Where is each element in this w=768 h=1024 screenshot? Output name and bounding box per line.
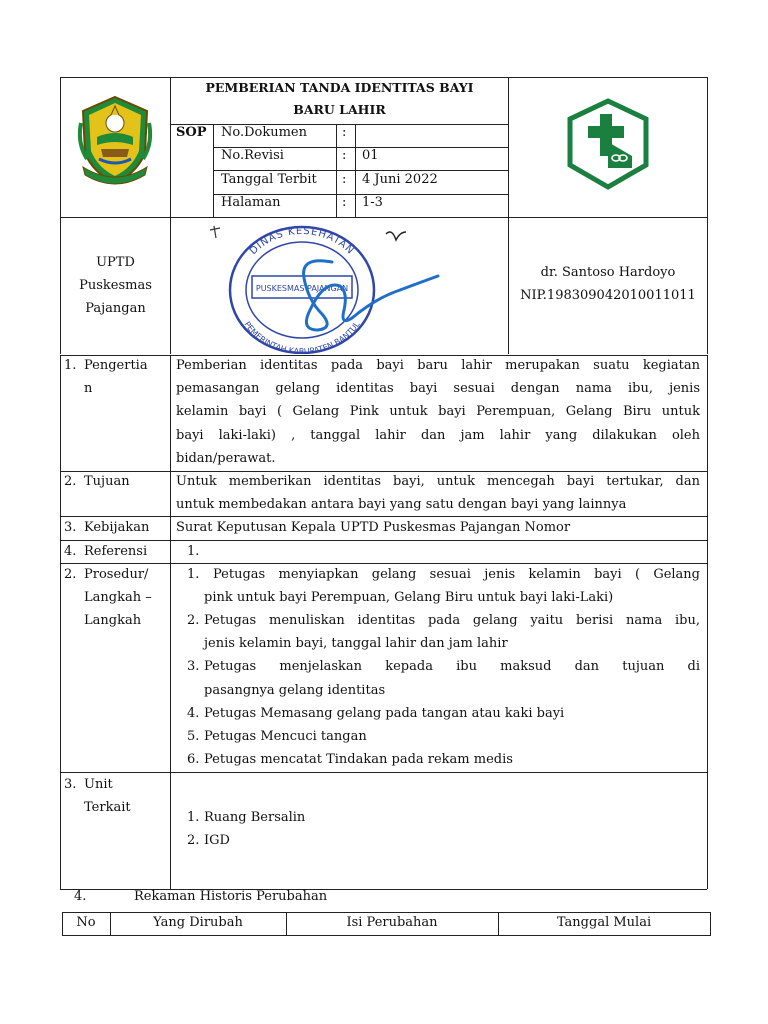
kebijakan-text: Surat Keputusan Kepala UPTD Puskesmas Pajangan Nomor xyxy=(176,520,571,535)
section-label-referensi: Referensi xyxy=(84,544,148,559)
step-text xyxy=(204,609,700,632)
text-line: Pemberian identitas pada bayi baru lahir merupakan suatu kegiatan xyxy=(176,358,700,373)
step-text xyxy=(213,563,700,586)
step-number: 3. xyxy=(187,659,200,674)
official-stamp-icon xyxy=(200,218,460,354)
sop-label: SOP xyxy=(176,125,207,140)
field-sep: : xyxy=(342,195,347,210)
text-line: Untuk memberikan identitas bayi, untuk mencegah bayi tertukar, dan xyxy=(176,474,700,489)
pengertian-text xyxy=(176,354,700,470)
field-value-halaman: 1-3 xyxy=(362,195,383,210)
section-number: 3. xyxy=(64,777,77,792)
step-text: Petugas Mencuci tangan xyxy=(204,729,367,744)
history-col-tanggal-mulai: Tanggal Mulai xyxy=(556,915,652,930)
field-label-tanggal-terbit: Tanggal Terbit xyxy=(221,172,317,187)
text-line: Petugas menjelaskan kepada ibu maksud dan tujuan di xyxy=(204,659,700,674)
step-text xyxy=(204,655,700,678)
unit-item-number: 1. xyxy=(187,810,200,825)
section-label-unit-cont: Terkait xyxy=(84,800,131,815)
step-text: Petugas mencatat Tindakan pada rekam medis xyxy=(204,752,513,767)
step-text: Petugas Memasang gelang pada tangan atau kaki bayi xyxy=(204,706,565,721)
step-text-cont: jenis kelamin bayi, tanggal lahir dan jam lahir xyxy=(204,636,508,651)
field-label-halaman: Halaman xyxy=(221,195,281,210)
section-label-pengertian-cont: n xyxy=(84,381,93,396)
section-label-unit: Unit xyxy=(84,777,113,792)
text-line: untuk membedakan antara bayi yang satu dengan bayi yang lainnya xyxy=(176,497,627,513)
step-number: 4. xyxy=(187,706,200,721)
stamp-outer-bottom: PEMERINTAH KABUPATEN BANTUL xyxy=(242,319,362,354)
step-text-cont: pasangnya gelang identitas xyxy=(204,683,386,698)
document-title-line1: PEMBERIAN TANDA IDENTITAS BAYI xyxy=(205,80,474,95)
history-col-isi-perubahan: Isi Perubahan xyxy=(346,915,438,930)
text-line: pemasangan gelang identitas bayi sesuai dengan nama ibu, jenis xyxy=(176,381,700,397)
field-sep: : xyxy=(342,148,347,163)
tujuan-text xyxy=(176,470,700,516)
section-label-tujuan: Tujuan xyxy=(84,474,130,489)
section-label-pengertian: Pengertia xyxy=(84,358,148,373)
text-line: kelamin bayi ( Gelang Pink untuk bayi Perempuan, Gelang Biru untuk xyxy=(176,404,700,420)
text-line: bidan/perawat. xyxy=(176,450,276,466)
text-line: Petugas menuliskan identitas pada gelang yaitu berisi nama ibu, xyxy=(204,613,700,628)
step-number: 6. xyxy=(187,752,200,767)
section-number: 1. xyxy=(64,358,77,373)
step-number: 2. xyxy=(187,613,200,628)
org-line3: Pajangan xyxy=(85,301,146,316)
history-col-yang-dirubah: Yang Dirubah xyxy=(153,915,243,930)
section-label-kebijakan: Kebijakan xyxy=(84,520,150,535)
section-number: 4. xyxy=(64,544,77,559)
text-line: bayi laki-laki) , tanggal lahir dan jam lahir yang dilakukan oleh xyxy=(176,427,700,443)
text-line: Petugas menyiapkan gelang sesuai jenis kelamin bayi ( Gelang xyxy=(213,567,700,582)
stamp-outer-top: DINAS KESEHATAN xyxy=(247,225,357,258)
field-value-no-revisi: 01 xyxy=(362,148,379,163)
org-line1: UPTD xyxy=(96,255,135,270)
org-line2: Puskesmas xyxy=(79,278,152,293)
field-sep: : xyxy=(342,125,347,140)
section-label-prosedur-cont2: Langkah xyxy=(84,613,142,628)
unit-item: Ruang Bersalin xyxy=(204,810,306,825)
regency-emblem-icon xyxy=(75,93,155,188)
unit-item: IGD xyxy=(204,833,230,848)
section-label-prosedur-cont: Langkah – xyxy=(84,590,152,605)
step-number: 5. xyxy=(187,729,200,744)
section-label-prosedur: Prosedur/ xyxy=(84,567,149,582)
field-label-no-dokumen: No.Dokumen xyxy=(221,125,307,140)
unit-item-number: 2. xyxy=(187,833,200,848)
field-sep: : xyxy=(342,172,347,187)
puskesmas-logo-icon xyxy=(566,98,650,190)
step-text-cont: pink untuk bayi Perempuan, Gelang Biru untuk bayi laki-Laki) xyxy=(204,590,614,605)
history-number: 4. xyxy=(74,889,87,904)
section-number: 3. xyxy=(64,520,77,535)
section-number: 2. xyxy=(64,474,77,489)
section-number: 2. xyxy=(64,567,77,582)
step-number: 1. xyxy=(187,567,200,582)
field-label-no-revisi: No.Revisi xyxy=(221,148,284,163)
stamp-center-text: PUSKESMAS PAJANGAN xyxy=(255,284,349,293)
referensi-item: 1. xyxy=(187,544,200,559)
signatory-nip: NIP.198309042010011011 xyxy=(520,288,696,303)
document-title-line2: BARU LAHIR xyxy=(293,102,386,117)
history-title: Rekaman Historis Perubahan xyxy=(134,889,328,904)
signatory-name: dr. Santoso Hardoyo xyxy=(540,265,676,280)
history-col-no: No xyxy=(76,915,96,930)
field-value-tanggal-terbit: 4 Juni 2022 xyxy=(362,172,438,187)
